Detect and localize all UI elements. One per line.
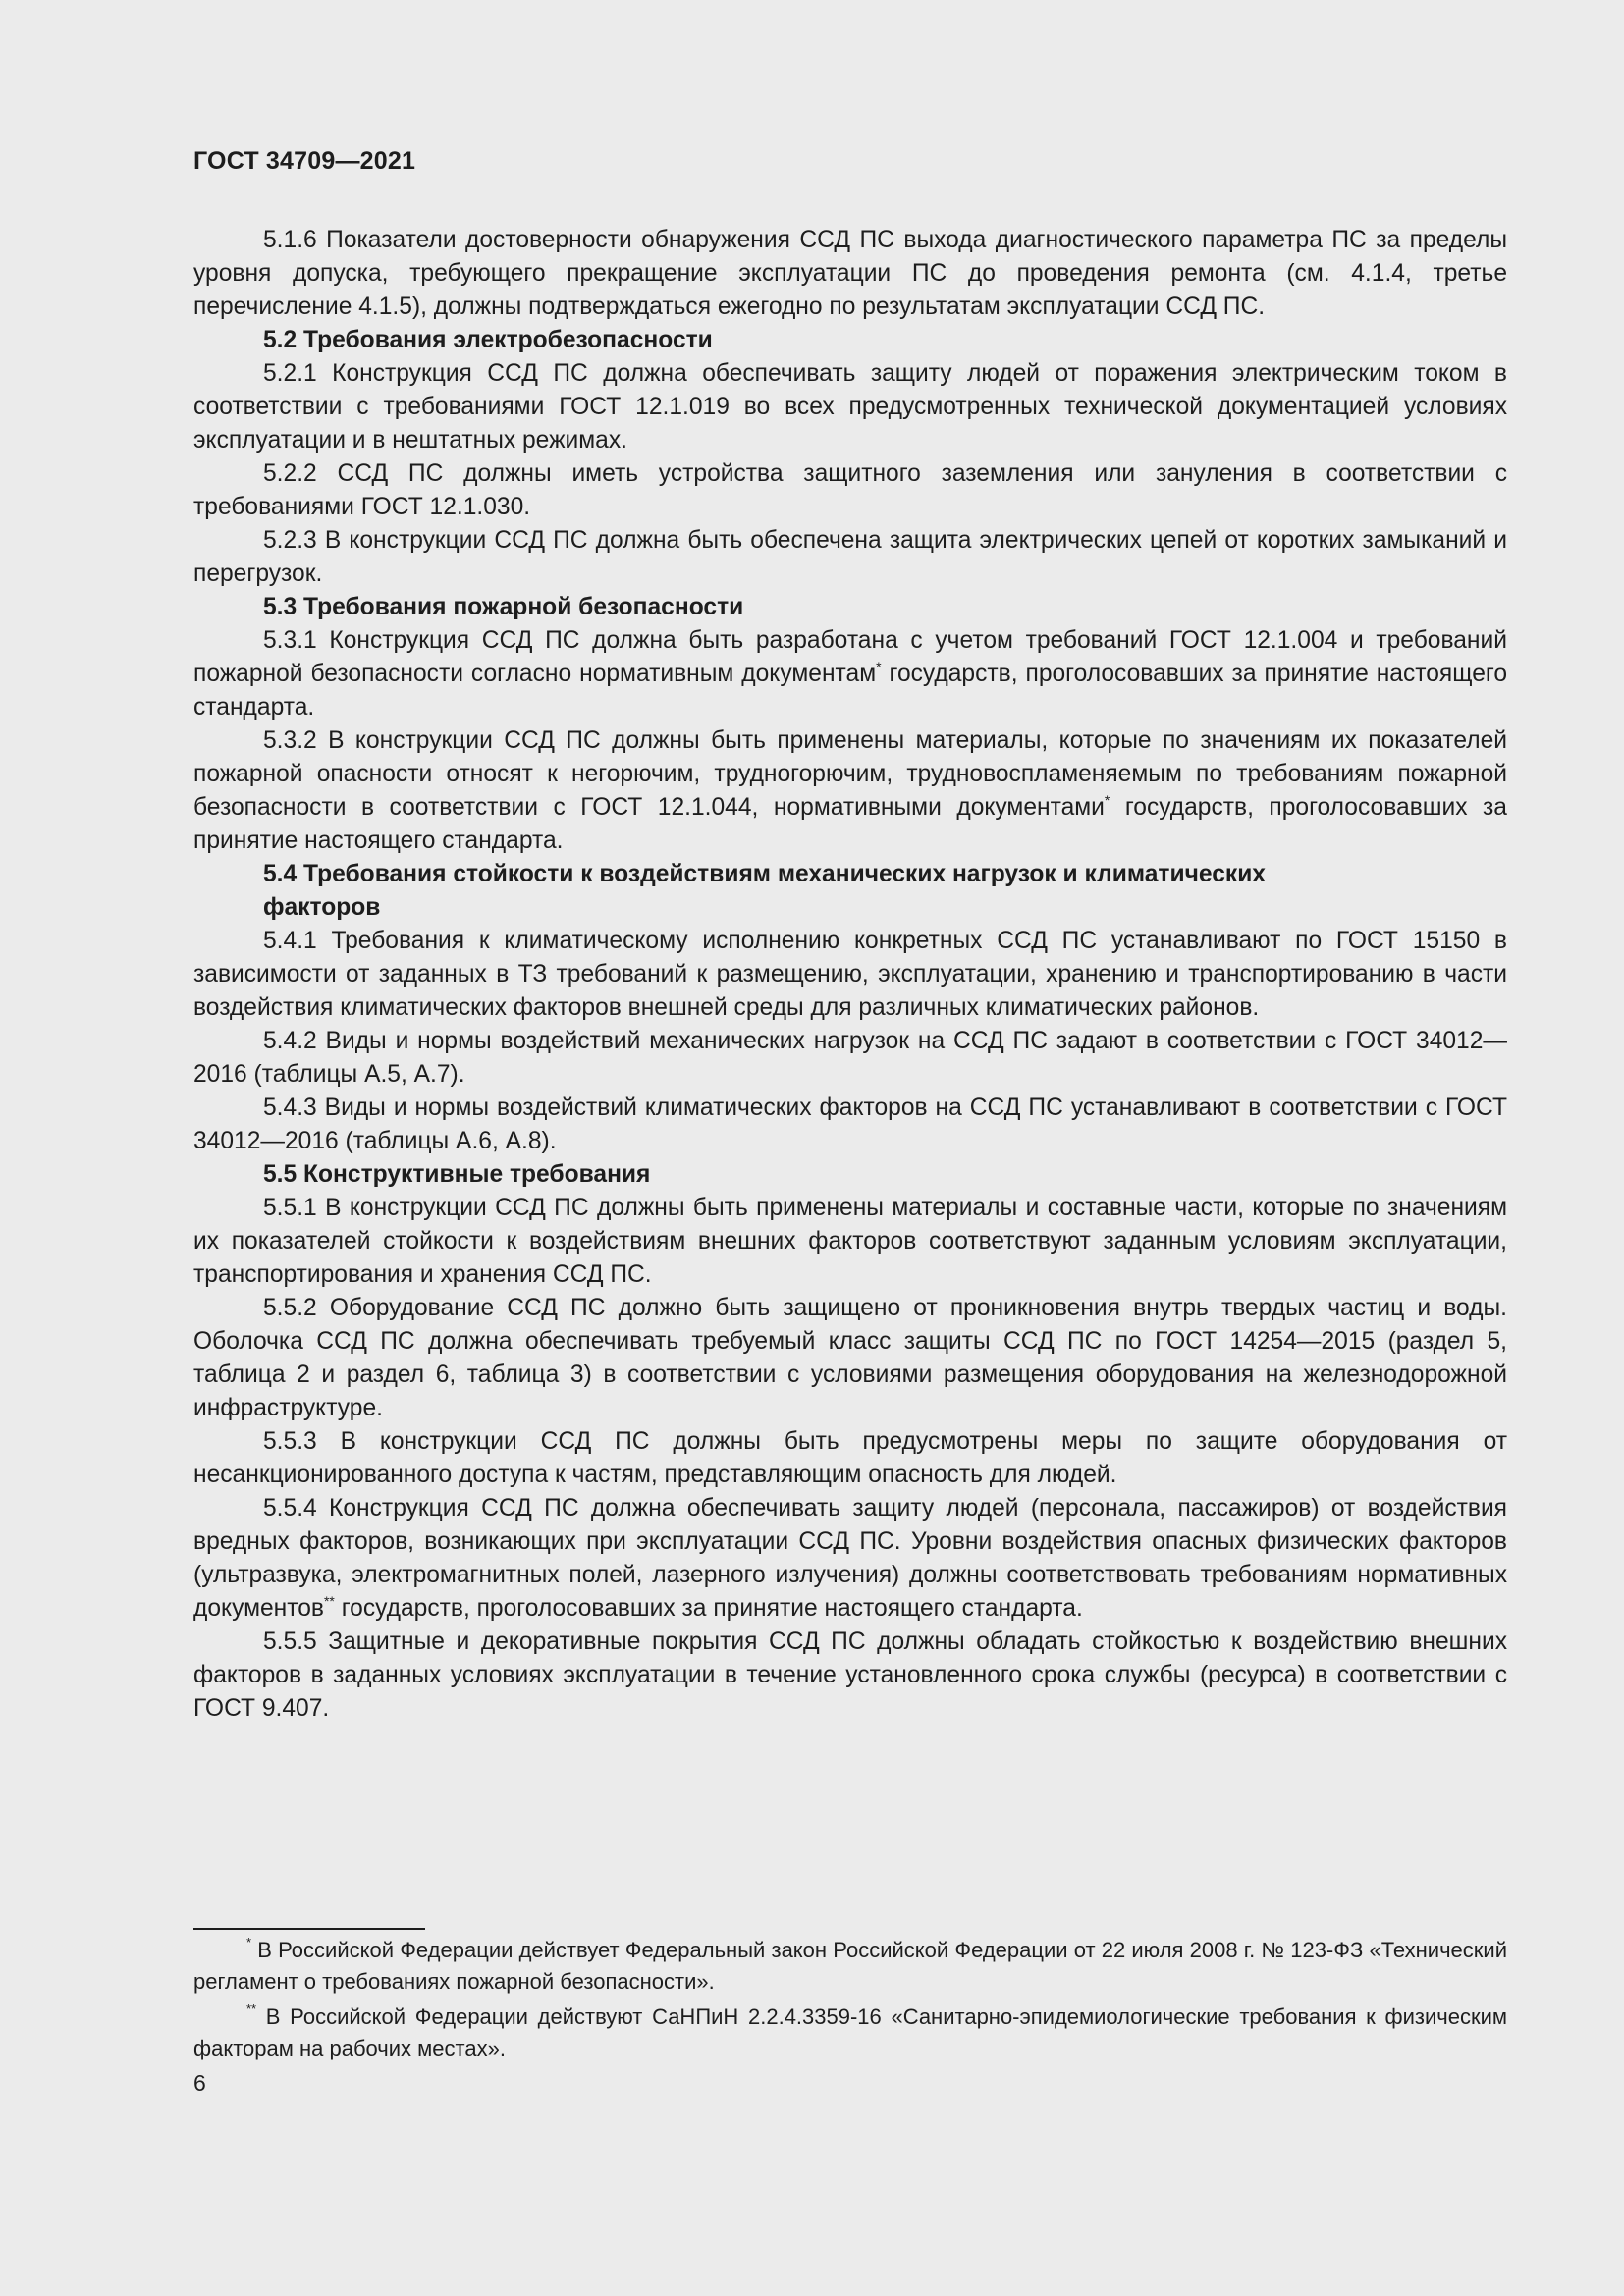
paragraph-5-5-4 [193,1492,1507,1626]
paragraph-5-5-5: 5.5.5 Защитные и декоративные покрытия ССД ПС должны обладать стойкостью к воздействию внешних факторов в заданных условиях эксплуатации в течение установленного срока службы (ресурса) в соответствии с ГОСТ 9.407. [193,1629,1507,1722]
paragraph-5-3-1 [193,624,1507,724]
section-title-5-5: 5.5 Конструктивные требования [263,1161,651,1188]
document-body [193,224,1507,1726]
section-title-5-2: 5.2 Требования электробезопасности [263,327,713,353]
paragraph-5-5-1: 5.5.1 В конструкции ССД ПС должны быть применены материалы и составные части, которые по значениям их показателей стойкости к воздействиям внешних факторов соответствуют заданным условиям эксплуатации, транспортирования и хранения ССД ПС. [193,1195,1507,1288]
section-title-5-3: 5.3 Требования пожарной безопасности [263,594,744,620]
paragraph-5-2-2: 5.2.2 ССД ПС должны иметь устройства защитного заземления или зануления в соответствии с требованиями ГОСТ 12.1.030. [193,460,1507,520]
paragraph-5-4-2: 5.4.2 Виды и нормы воздействий механических нагрузок на ССД ПС задают в соответствии с ГОСТ 34012—2016 (таблицы А.5, А.7). [193,1028,1507,1088]
footnote-1-text: В Российской Федерации действует Федеральный закон Российской Федерации от 22 июля 2008 г. № 123-ФЗ «Технический регламент о требованиях пожарной безопасности». [193,1938,1507,1994]
paragraph-5-3-2-text-b: государств, проголосовавших за принятие настоящего стандарта. [193,794,1507,854]
footnote-mark: * [876,659,882,674]
section-title-5-4-line-2: факторов [263,894,381,921]
footnote-separator [193,1928,425,1930]
footnote-mark: * [1104,792,1110,808]
footnote-mark: ** [323,1593,335,1609]
footnotes [193,1935,1507,2068]
paragraph-5-5-2: 5.5.2 Оборудование ССД ПС должно быть защищено от проникновения внутрь твердых частиц и воды. Оболочка ССД ПС должна обеспечивать требуемый класс защиты ССД ПС по ГОСТ 14254—2015 (раздел 5, таблица 2 и раздел 6, таблица 3) в соответствии с условиями размещения оборудования на железнодорожной инфраструктуре. [193,1295,1507,1421]
paragraph-5-5-3: 5.5.3 В конструкции ССД ПС должны быть предусмотрены меры по защите оборудования от несанкционированного доступа к частям, представляющим опасность для людей. [193,1428,1507,1488]
paragraph-5-4-3: 5.4.3 Виды и нормы воздействий климатических факторов на ССД ПС устанавливают в соответствии с ГОСТ 34012—2016 (таблицы А.6, А.8). [193,1095,1507,1154]
footnote-2 [193,2002,1507,2064]
footnote-1 [193,1935,1507,1998]
section-title-5-4 [193,858,1507,925]
paragraph-5-3-1-text-a: 5.3.1 Конструкция ССД ПС должна быть разработана с учетом требований ГОСТ 12.1.004 и требований пожарной безопасности согласно нормативным документам [193,627,1507,687]
footnote-mark: ** [246,2002,257,2016]
paragraph-5-2-3: 5.2.3 В конструкции ССД ПС должна быть обеспечена защита электрических цепей от коротких замыканий и перегрузок. [193,527,1507,587]
paragraph-5-2-1: 5.2.1 Конструкция ССД ПС должна обеспечивать защиту людей от поражения электрическим током в соответствии с требованиями ГОСТ 12.1.019 во всех предусмотренных технической документацией условиях эксплуатации и в нештатных режимах. [193,360,1507,454]
page-number: 6 [193,2070,206,2096]
paragraph-5-3-2 [193,724,1507,858]
paragraph-5-1-6: 5.1.6 Показатели достоверности обнаружения ССД ПС выхода диагностического параметра ПС за пределы уровня допуска, требующего прекращение эксплуатации ПС до проведения ремонта (см. 4.1.4, третье перечисление 4.1.5), должны подтверждаться ежегодно по результатам эксплуатации ССД ПС. [193,227,1507,320]
paragraph-5-5-4-text-a: 5.5.4 Конструкция ССД ПС должна обеспечивать защиту людей (персонала, пассажиров) от воздействия вредных факторов, возникающих при эксплуатации ССД ПС. Уровни воздействия опасных физических факторов (ультразвука, электромагнитных полей, лазерного излучения) должны соответствовать требованиям нормативных документов [193,1495,1507,1622]
paragraph-5-3-2-text-a: 5.3.2 В конструкции ССД ПС должны быть применены материалы, которые по значениям их показателей пожарной опасности относят к негорючим, трудногорючим, трудновоспламеняемым по требованиям пожарной безопасности в соответствии с ГОСТ 12.1.044, нормативными документами [193,727,1507,821]
paragraph-5-4-1: 5.4.1 Требования к климатическому исполнению конкретных ССД ПС устанавливают по ГОСТ 15150 в зависимости от заданных в ТЗ требований к размещению, эксплуатации, хранению и транспортированию в части воздействия климатических факторов внешней среды для различных климатических районов. [193,928,1507,1021]
footnote-2-text: В Российской Федерации действуют СаНПиН 2.2.4.3359-16 «Санитарно-эпидемиологические требования к физическим факторам на рабочих местах». [193,2004,1507,2060]
document-header: ГОСТ 34709—2021 [193,147,416,175]
paragraph-5-5-4-text-b: государств, проголосовавших за принятие настоящего стандарта. [334,1595,1083,1622]
section-title-5-4-line-1: 5.4 Требования стойкости к воздействиям механических нагрузок и климатических [263,861,1266,887]
paragraph-5-3-1-text-b: государств, проголосовавших за принятие настоящего стандарта. [193,661,1507,721]
footnote-mark: * [246,1935,252,1949]
